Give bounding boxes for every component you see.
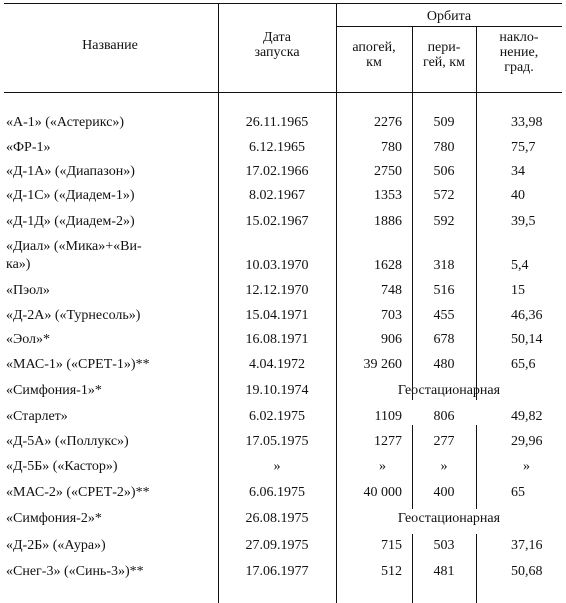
- row-incl: 49,82: [511, 409, 543, 424]
- row-name: «Д-1Д» («Диадем-2»): [6, 214, 135, 229]
- row-date: 6.02.1975: [249, 409, 305, 424]
- row-date: 19.10.1974: [245, 383, 309, 398]
- row-date: 26.08.1975: [245, 511, 309, 526]
- row-name: «ФР-1»: [6, 140, 51, 155]
- row-apogee: 1886: [374, 214, 402, 229]
- row-date: 6.06.1975: [249, 485, 305, 500]
- row-date: 15.04.1971: [245, 308, 309, 323]
- row-name: «А-1» («Астерикс»): [6, 115, 125, 130]
- row-date: 17.05.1975: [245, 434, 309, 449]
- row-apogee: 40 000: [363, 485, 402, 500]
- row-perigee: 455: [433, 308, 455, 323]
- row-perigee: 806: [433, 409, 455, 424]
- row-date: 17.06.1977: [245, 564, 309, 579]
- row-incl: 65,6: [511, 357, 536, 372]
- col-rule-incl-c: [476, 534, 477, 603]
- row-perigee: 400: [433, 485, 455, 500]
- row-incl: 50,14: [511, 332, 543, 347]
- col-rule-perigee-c: [412, 534, 413, 603]
- header-perigee-line2: гей, км: [423, 55, 465, 70]
- row-date-ditto: »: [273, 459, 281, 474]
- row-orbit-span: Геостационарная: [397, 511, 501, 526]
- row-name: «Д-1С» («Диадем-1»): [6, 188, 135, 203]
- row-incl-ditto: »: [523, 459, 530, 474]
- row-perigee: 678: [433, 332, 455, 347]
- header-date-line1: Дата: [263, 30, 291, 45]
- header-name: Название: [82, 38, 138, 53]
- row-apogee-ditto: »: [379, 459, 386, 474]
- row-incl: 39,5: [511, 214, 536, 229]
- row-name: «Старлет»: [6, 409, 68, 424]
- row-date: 17.02.1966: [245, 164, 309, 179]
- row-apogee: 1353: [374, 188, 402, 203]
- row-perigee: 318: [433, 258, 455, 273]
- row-apogee: 1628: [374, 258, 402, 273]
- row-apogee: 703: [381, 308, 402, 323]
- row-perigee: 480: [433, 357, 455, 372]
- col-rule-perigee-b: [412, 425, 413, 509]
- row-incl: 75,7: [511, 140, 536, 155]
- row-apogee: 2276: [374, 115, 402, 130]
- row-date: 26.11.1965: [245, 115, 309, 130]
- row-name: «Пэол»: [6, 283, 50, 298]
- row-incl: 5,4: [511, 258, 529, 273]
- row-incl: 15: [511, 283, 525, 298]
- col-rule-apogee: [336, 3, 337, 603]
- row-date: 15.02.1967: [245, 214, 309, 229]
- header-incl-line2: нение,: [499, 45, 539, 60]
- row-date: 6.12.1965: [249, 140, 305, 155]
- header-perigee-line1: пери-: [427, 40, 461, 55]
- row-incl: 65: [511, 485, 525, 500]
- header-apogee-line1: апогей,: [352, 40, 396, 55]
- row-apogee: 2750: [374, 164, 402, 179]
- row-apogee: 39 260: [363, 357, 402, 372]
- row-perigee: 592: [433, 214, 455, 229]
- header-bottom-rule: [4, 92, 562, 93]
- row-date: 10.03.1970: [245, 258, 309, 273]
- row-apogee: 1277: [374, 434, 402, 449]
- row-date: 12.12.1970: [245, 283, 309, 298]
- row-incl: 37,16: [511, 538, 543, 553]
- row-incl: 46,36: [511, 308, 543, 323]
- row-name: «Снег-3» («Синь-3»)**: [6, 564, 144, 579]
- row-perigee: 506: [433, 164, 455, 179]
- row-apogee: 512: [381, 564, 402, 579]
- header-date-line2: запуска: [254, 45, 300, 60]
- row-perigee: 780: [433, 140, 455, 155]
- row-incl: 50,68: [511, 564, 543, 579]
- row-name-continuation: ка»): [6, 257, 31, 272]
- header-incl-line1: накло-: [499, 30, 539, 45]
- row-name: «Эол»*: [6, 332, 51, 347]
- row-apogee: 748: [381, 283, 402, 298]
- row-perigee: 277: [433, 434, 455, 449]
- row-name: «Симфония-1»*: [6, 383, 102, 398]
- row-apogee: 1109: [374, 409, 402, 424]
- header-apogee-line2: км: [366, 55, 382, 70]
- row-date: 27.09.1975: [245, 538, 309, 553]
- row-date: 16.08.1971: [245, 332, 309, 347]
- row-incl: 29,96: [511, 434, 543, 449]
- row-name: «Д-5Б» («Кастор»): [6, 459, 118, 474]
- row-name: «МАС-2» («СРЕТ-2»)**: [6, 485, 150, 500]
- row-perigee: 509: [433, 115, 455, 130]
- row-name: «Д-5А» («Поллукс»): [6, 434, 129, 449]
- top-rule: [4, 3, 562, 4]
- row-apogee: 906: [381, 332, 402, 347]
- row-apogee: 780: [381, 140, 402, 155]
- row-incl: 33,98: [511, 115, 543, 130]
- row-perigee: 503: [433, 538, 455, 553]
- row-date: 4.04.1972: [249, 357, 305, 372]
- row-name: «Д-2Б» («Аура»): [6, 538, 106, 553]
- row-orbit-span: Геостационарная: [397, 383, 501, 398]
- row-name: «Д-2А» («Турнесоль»): [6, 308, 141, 323]
- header-orbit: Орбита: [426, 9, 472, 24]
- col-rule-date: [218, 3, 219, 603]
- col-rule-incl: [476, 26, 477, 400]
- row-incl: 34: [511, 164, 525, 179]
- row-name: «МАС-1» («СРЕТ-1»)**: [6, 357, 150, 372]
- row-name: «Д-1А» («Диапазон»): [6, 164, 135, 179]
- row-perigee: 516: [433, 283, 455, 298]
- row-name: «Симфония-2»*: [6, 511, 102, 526]
- row-date: 8.02.1967: [249, 188, 305, 203]
- row-apogee: 715: [381, 538, 402, 553]
- row-perigee-ditto: »: [440, 459, 448, 474]
- orbit-underline: [336, 26, 562, 27]
- row-perigee: 481: [433, 564, 455, 579]
- col-rule-incl-b: [476, 425, 477, 509]
- header-incl-line3: град.: [504, 60, 534, 75]
- row-name: «Диал» («Мика»+«Ви-: [6, 239, 142, 254]
- col-rule-perigee: [412, 26, 413, 400]
- row-incl: 40: [511, 188, 525, 203]
- row-perigee: 572: [433, 188, 455, 203]
